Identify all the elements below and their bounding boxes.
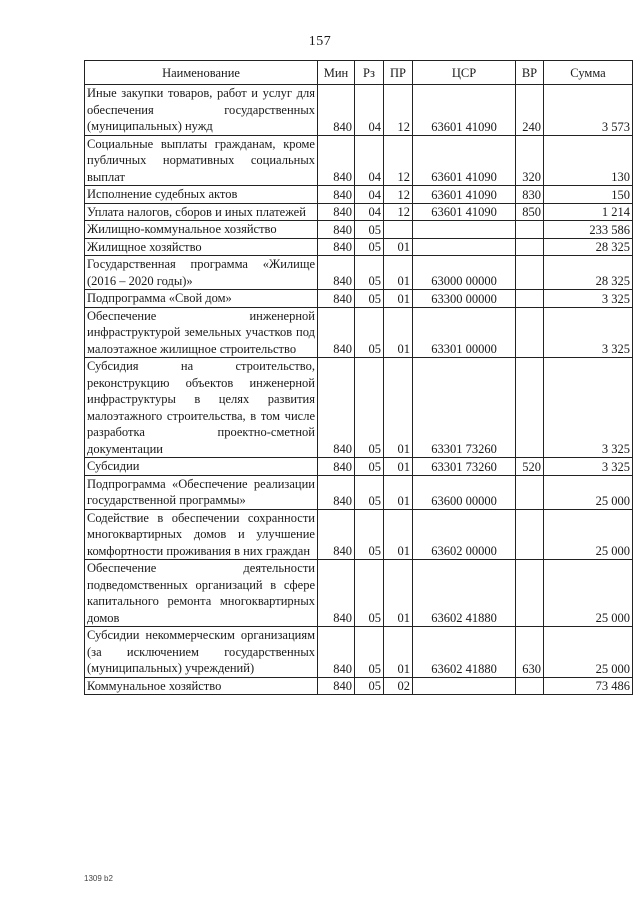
cell-rz: 05: [355, 627, 384, 678]
cell-vr: [516, 560, 544, 627]
table-row: [85, 627, 633, 678]
cell-csr: 63601 41090: [413, 203, 516, 221]
cell-sum: 25 000: [544, 475, 633, 509]
cell-vr: 320: [516, 135, 544, 186]
cell-name: Субсидии некоммерческим организациям (за исключением государственных (муниципальных) учреждений): [85, 627, 318, 678]
cell-name: Жилищно-коммунальное хозяйство: [85, 221, 318, 239]
cell-min: 840: [318, 135, 355, 186]
cell-sum: 130: [544, 135, 633, 186]
footer-code: 1309 b2: [84, 874, 113, 883]
header-min: Мин: [318, 61, 355, 85]
cell-rz: 05: [355, 560, 384, 627]
cell-vr: [516, 238, 544, 256]
cell-min: 840: [318, 221, 355, 239]
cell-min: 840: [318, 677, 355, 695]
cell-pr: 02: [384, 677, 413, 695]
header-sum: Сумма: [544, 61, 633, 85]
cell-vr: [516, 221, 544, 239]
cell-rz: 05: [355, 221, 384, 239]
cell-name: Государственная программа «Жилище (2016 – 2020 годы)»: [85, 256, 318, 290]
cell-csr: [413, 677, 516, 695]
table-row: [85, 238, 633, 256]
cell-rz: 04: [355, 203, 384, 221]
cell-sum: 25 000: [544, 560, 633, 627]
cell-rz: 05: [355, 307, 384, 358]
table-row: [85, 203, 633, 221]
cell-name: Подпрограмма «Свой дом»: [85, 290, 318, 308]
cell-rz: 05: [355, 458, 384, 476]
cell-name: Социальные выплаты гражданам, кроме публичных нормативных социальных выплат: [85, 135, 318, 186]
table-row: [85, 509, 633, 560]
cell-rz: 04: [355, 85, 384, 136]
cell-vr: [516, 358, 544, 458]
cell-vr: 630: [516, 627, 544, 678]
cell-sum: 3 325: [544, 458, 633, 476]
header-rz: Рз: [355, 61, 384, 85]
cell-pr: 12: [384, 186, 413, 204]
cell-name: Обеспечение деятельности подведомственных организаций в сфере капитального ремонта многоквартирных домов: [85, 560, 318, 627]
cell-sum: 1 214: [544, 203, 633, 221]
cell-vr: [516, 256, 544, 290]
cell-csr: 63600 00000: [413, 475, 516, 509]
cell-min: 840: [318, 238, 355, 256]
cell-csr: 63301 73260: [413, 358, 516, 458]
cell-name: Жилищное хозяйство: [85, 238, 318, 256]
cell-name: Подпрограмма «Обеспечение реализации государственной программы»: [85, 475, 318, 509]
cell-sum: 28 325: [544, 256, 633, 290]
cell-name: Содействие в обеспечении сохранности многоквартирных домов и улучшение комфортности проживания в них граждан: [85, 509, 318, 560]
cell-min: 840: [318, 290, 355, 308]
cell-min: 840: [318, 256, 355, 290]
cell-pr: 01: [384, 509, 413, 560]
cell-sum: 3 325: [544, 290, 633, 308]
cell-pr: 01: [384, 458, 413, 476]
cell-rz: 05: [355, 677, 384, 695]
cell-vr: 520: [516, 458, 544, 476]
cell-pr: 01: [384, 307, 413, 358]
cell-name: Исполнение судебных актов: [85, 186, 318, 204]
cell-name: Субсидия на строительство, реконструкцию объектов инженерной инфраструктуры в целях развития малоэтажного строительства, в том числе разработка проектно-сметной документации: [85, 358, 318, 458]
cell-vr: [516, 475, 544, 509]
cell-csr: 63602 00000: [413, 509, 516, 560]
cell-sum: 150: [544, 186, 633, 204]
cell-name: Уплата налогов, сборов и иных платежей: [85, 203, 318, 221]
cell-pr: 01: [384, 290, 413, 308]
page-number: 157: [308, 34, 332, 49]
cell-csr: 63602 41880: [413, 560, 516, 627]
table-body: [85, 85, 633, 695]
budget-table: [84, 60, 633, 695]
header-csr: ЦСР: [413, 61, 516, 85]
cell-pr: 01: [384, 256, 413, 290]
table-row: [85, 186, 633, 204]
cell-min: 840: [318, 475, 355, 509]
table-row: [85, 458, 633, 476]
cell-sum: 73 486: [544, 677, 633, 695]
cell-min: 840: [318, 560, 355, 627]
table-row: [85, 475, 633, 509]
cell-rz: 05: [355, 256, 384, 290]
cell-vr: [516, 677, 544, 695]
cell-csr: [413, 238, 516, 256]
cell-vr: 850: [516, 203, 544, 221]
cell-sum: 25 000: [544, 627, 633, 678]
cell-pr: [384, 221, 413, 239]
cell-rz: 04: [355, 186, 384, 204]
cell-sum: 3 325: [544, 307, 633, 358]
cell-pr: 12: [384, 135, 413, 186]
cell-sum: 3 573: [544, 85, 633, 136]
cell-min: 840: [318, 509, 355, 560]
cell-csr: 63601 41090: [413, 135, 516, 186]
cell-csr: 63300 00000: [413, 290, 516, 308]
cell-pr: 01: [384, 560, 413, 627]
cell-vr: [516, 509, 544, 560]
cell-min: 840: [318, 186, 355, 204]
cell-vr: 830: [516, 186, 544, 204]
header-vr: ВР: [516, 61, 544, 85]
cell-min: 840: [318, 358, 355, 458]
cell-min: 840: [318, 458, 355, 476]
cell-rz: 05: [355, 509, 384, 560]
table-header: [85, 61, 633, 85]
cell-csr: 63301 73260: [413, 458, 516, 476]
table-row: [85, 135, 633, 186]
cell-min: 840: [318, 203, 355, 221]
cell-name: Иные закупки товаров, работ и услуг для обеспечения государственных (муниципальных) нужд: [85, 85, 318, 136]
cell-csr: 63601 41090: [413, 186, 516, 204]
table-row: [85, 256, 633, 290]
cell-pr: 01: [384, 627, 413, 678]
cell-vr: [516, 290, 544, 308]
cell-name: Коммунальное хозяйство: [85, 677, 318, 695]
table-row: [85, 560, 633, 627]
cell-pr: 01: [384, 358, 413, 458]
cell-rz: 05: [355, 358, 384, 458]
cell-name: Субсидии: [85, 458, 318, 476]
cell-pr: 01: [384, 475, 413, 509]
cell-csr: [413, 221, 516, 239]
cell-rz: 05: [355, 238, 384, 256]
table-row: [85, 290, 633, 308]
header-name: Наименование: [85, 61, 318, 85]
cell-pr: 12: [384, 85, 413, 136]
cell-rz: 05: [355, 290, 384, 308]
cell-rz: 05: [355, 475, 384, 509]
table-row: [85, 358, 633, 458]
cell-vr: 240: [516, 85, 544, 136]
cell-sum: 233 586: [544, 221, 633, 239]
header-pr: ПР: [384, 61, 413, 85]
cell-pr: 01: [384, 238, 413, 256]
table-row: [85, 221, 633, 239]
table-row: [85, 85, 633, 136]
cell-sum: 28 325: [544, 238, 633, 256]
cell-name: Обеспечение инженерной инфраструктурой земельных участков под малоэтажное жилищное строительство: [85, 307, 318, 358]
table-row: [85, 677, 633, 695]
cell-pr: 12: [384, 203, 413, 221]
cell-min: 840: [318, 85, 355, 136]
cell-sum: 3 325: [544, 358, 633, 458]
cell-rz: 04: [355, 135, 384, 186]
table-row: [85, 307, 633, 358]
cell-csr: 63601 41090: [413, 85, 516, 136]
cell-csr: 63301 00000: [413, 307, 516, 358]
cell-csr: 63602 41880: [413, 627, 516, 678]
cell-vr: [516, 307, 544, 358]
cell-min: 840: [318, 627, 355, 678]
cell-sum: 25 000: [544, 509, 633, 560]
cell-min: 840: [318, 307, 355, 358]
cell-csr: 63000 00000: [413, 256, 516, 290]
